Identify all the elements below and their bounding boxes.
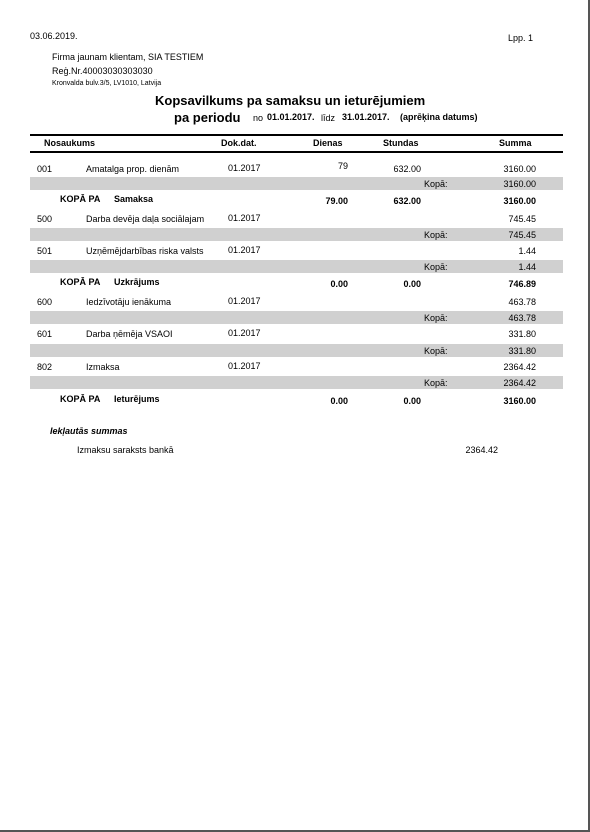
row-code: 802 xyxy=(37,362,53,372)
group-total-dienas: 79.00 xyxy=(325,196,348,206)
period-from: 01.01.2017. xyxy=(267,112,315,122)
row-name: Uzņēmējdarbības riska valsts xyxy=(86,246,204,256)
row-code: 501 xyxy=(37,246,53,256)
row-code: 500 xyxy=(37,214,53,224)
row-dokdat: 01.2017 xyxy=(228,296,261,306)
row-code: 600 xyxy=(37,297,53,307)
subtotal-label: Kopā: xyxy=(424,378,448,388)
group-total-dienas: 0.00 xyxy=(330,396,348,406)
row-summa: 331.80 xyxy=(508,329,536,339)
row-code: 601 xyxy=(37,329,53,339)
report-title: Kopsavilkums pa samaksu un ieturējumiem xyxy=(155,93,426,108)
col-header-dienas: Dienas xyxy=(313,138,343,148)
group-total-label: KOPĀ PA xyxy=(60,194,101,204)
row-dokdat: 01.2017 xyxy=(228,213,261,223)
group-total-label: KOPĀ PA xyxy=(60,394,101,404)
company-name: Firma jaunam klientam, SIA TESTIEM xyxy=(52,52,204,62)
period-note: (aprēķina datums) xyxy=(400,112,478,122)
group-total-name: Uzkrājums xyxy=(114,277,160,287)
subtotal-label: Kopā: xyxy=(424,313,448,323)
col-header-dokdat: Dok.dat. xyxy=(221,138,257,148)
row-dokdat: 01.2017 xyxy=(228,328,261,338)
group-total-dienas: 0.00 xyxy=(330,279,348,289)
col-header-name: Nosaukums xyxy=(44,138,96,148)
group-total-summa: 3160.00 xyxy=(503,196,536,206)
row-summa: 745.45 xyxy=(508,214,536,224)
row-name: Iedzīvotāju ienākuma xyxy=(86,297,172,307)
row-summa: 463.78 xyxy=(508,297,536,307)
row-dokdat: 01.2017 xyxy=(228,361,261,371)
col-header-summa: Summa xyxy=(499,138,532,148)
period-lidz: līdz xyxy=(321,113,336,123)
page-number: Lpp. 1 xyxy=(508,33,534,43)
row-name: Izmaksa xyxy=(86,362,120,372)
header-bottom-rule xyxy=(30,151,563,153)
header-top-rule xyxy=(30,134,563,136)
subtotal-label: Kopā: xyxy=(424,230,448,240)
group-total-label: KOPĀ PA xyxy=(60,277,101,287)
subtotal-label: Kopā: xyxy=(424,262,448,272)
subtotal-value: 745.45 xyxy=(508,230,536,240)
row-code: 001 xyxy=(37,164,53,174)
subtotal-value: 331.80 xyxy=(508,346,536,356)
subtotal-value: 463.78 xyxy=(508,313,536,323)
report-date: 03.06.2019. xyxy=(30,31,78,41)
row-name: Darba ņēmēja VSAOI xyxy=(86,329,173,339)
group-total-summa: 3160.00 xyxy=(503,396,536,406)
period-no: no xyxy=(253,113,264,123)
period-to: 31.01.2017. xyxy=(342,112,390,122)
group-total-summa: 746.89 xyxy=(508,279,536,289)
report-subtitle: pa periodu xyxy=(174,110,241,125)
subtotal-value: 1.44 xyxy=(518,262,536,272)
group-total-name: Samaksa xyxy=(114,194,154,204)
subtotal-value: 2364.42 xyxy=(503,378,536,388)
group-total-stundas: 0.00 xyxy=(403,279,421,289)
row-dokdat: 01.2017 xyxy=(228,245,261,255)
row-dienas: 79 xyxy=(337,161,348,171)
company-reg-nr: Reģ.Nr.40003030303030 xyxy=(52,66,153,76)
group-total-stundas: 0.00 xyxy=(403,396,421,406)
included-item-name: Izmaksu saraksts bankā xyxy=(77,445,174,455)
company-address: Kronvalda bulv.3/5, LV1010, Latvija xyxy=(52,80,162,87)
included-heading: Iekļautās summas xyxy=(50,426,128,436)
subtotal-label: Kopā: xyxy=(424,346,448,356)
col-header-stundas: Stundas xyxy=(383,138,419,148)
row-name: Amatalga prop. dienām xyxy=(86,164,180,174)
included-item-value: 2364.42 xyxy=(465,445,498,455)
group-total-stundas: 632.00 xyxy=(393,196,421,206)
row-dokdat: 01.2017 xyxy=(228,163,261,173)
group-total-name: Ieturējums xyxy=(114,394,160,404)
row-summa: 3160.00 xyxy=(503,164,536,174)
row-name: Darba devēja daļa sociālajam xyxy=(86,214,205,224)
subtotal-label: Kopā: xyxy=(424,179,448,189)
row-summa: 1.44 xyxy=(518,246,536,256)
row-stundas: 632.00 xyxy=(393,164,421,174)
row-summa: 2364.42 xyxy=(503,362,536,372)
subtotal-value: 3160.00 xyxy=(503,179,536,189)
